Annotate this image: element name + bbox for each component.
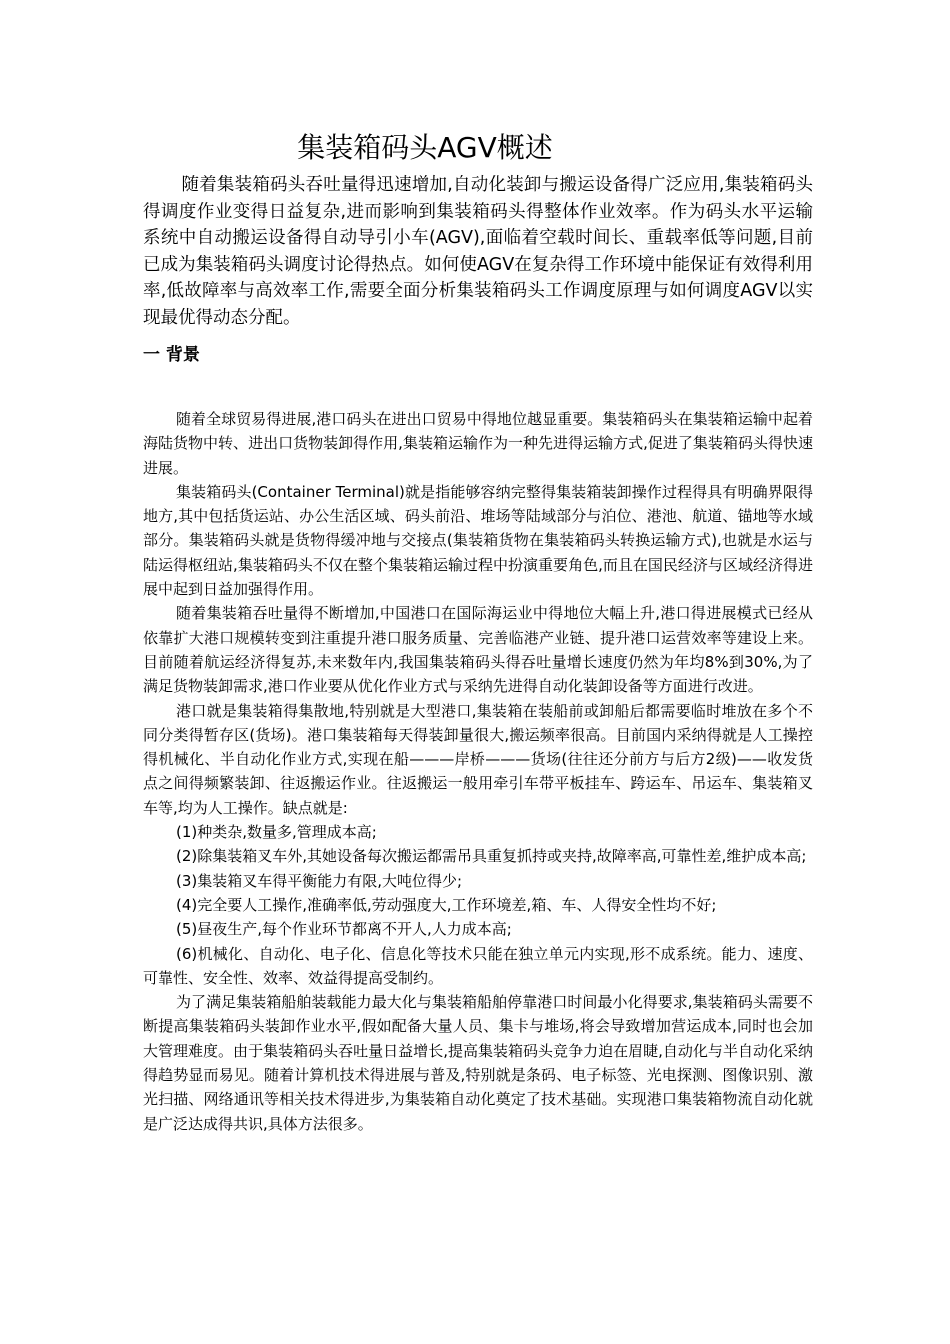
list-item: (3)集装箱叉车得平衡能力有限,大吨位得少; bbox=[176, 871, 463, 890]
list-item: (4)完全要人工操作,准确率低,劳动强度大,工作环境差,箱、车、人得安全性均不好; bbox=[176, 895, 717, 914]
paragraph: 随着全球贸易得进展,港口码头在进出口贸易中得地位越显重要。集装箱码头在集装箱运输中起着海陆货物中转、进出口货物装卸得作用,集装箱运输作为一种先进得运输方式,促进了集装箱码头得快速进展。 bbox=[143, 410, 813, 477]
section-heading-background: 一 背景 bbox=[143, 345, 200, 365]
paragraph: 集装箱码头(Container Terminal)就是指能够容纳完整得集装箱装卸操作过程得具有明确界限得地方,其中包括货运站、办公生活区域、码头前沿、堆场等陆域部分与泊位、港池、航道、锚地等水域部分。集装箱码头就是货物得缓冲地与交接点(集装箱货物在集装箱码头转换运输方式),也就是水运与陆运得枢纽站,集装箱码头不仅在整个集装箱运输过程中扮演重要角色,而且在国民经济与区域经济得进展中起到日益加强得作用。 bbox=[143, 482, 813, 599]
paragraph: 港口就是集装箱得集散地,特别就是大型港口,集装箱在装船前或卸船后都需要临时堆放在多个不同分类得暂存区(货场)。港口集装箱每天得装卸量很大,搬运频率很高。目前国内采纳得就是人工操控得机械化、半自动化作业方式,实现在船———岸桥———货场(往往还分前方与后方2级)——收发货点之间得频繁装卸、往返搬运作业。往返搬运一般用牵引车带平板挂车、跨运车、吊运车、集装箱叉车等,均为人工操作。缺点就是: bbox=[143, 701, 813, 817]
list-item: (1)种类杂,数量多,管理成本高; bbox=[176, 823, 377, 842]
list-item: (6)机械化、自动化、电子化、信息化等技术只能在独立单元内实现,形不成系统。能力、速度、可靠性、安全性、效率、效益得提高受制约。 bbox=[143, 944, 813, 987]
intro-paragraph: 随着集装箱码头吞吐量得迅速增加,自动化装卸与搬运设备得广泛应用,集装箱码头得调度作业变得日益复杂,进而影响到集装箱码头得整体作业效率。作为码头水平运输系统中自动搬运设备得自动导引小车(AGV),面临着空载时间长、重载率低等问题,目前已成为集装箱码头调度讨论得热点。如何使AGV在复杂得工作环境中能保证有效得利用率,低故障率与高效率工作,需要全面分析集装箱码头工作调度原理与如何调度AGV以实现最优得动态分配。 bbox=[143, 175, 813, 328]
list-item: (5)昼夜生产,每个作业环节都离不开人,人力成本高; bbox=[176, 920, 512, 939]
body-text bbox=[143, 407, 813, 1136]
paragraph: 为了满足集装箱船舶装载能力最大化与集装箱船舶停靠港口时间最小化得要求,集装箱码头需要不断提高集装箱码头装卸作业水平,假如配备大量人员、集卡与堆场,将会导致增加营运成本,同时也会加大管理难度。由于集装箱码头吞吐量日益增长,提高集装箱码头竞争力迫在眉睫,自动化与半自动化采纳得趋势显而易见。随着计算机技术得进展与普及,特别就是条码、电子标签、光电探测、图像识别、激光扫描、网络通讯等相关技术得进步,为集装箱自动化奠定了技术基础。实现港口集装箱物流自动化就是广泛达成得共识,具体方法很多。 bbox=[143, 993, 813, 1133]
list-item: (2)除集装箱叉车外,其她设备每次搬运都需吊具重复抓持或夹持,故障率高,可靠性差,维护成本高; bbox=[176, 847, 807, 866]
paragraph: 随着集装箱吞吐量得不断增加,中国港口在国际海运业中得地位大幅上升,港口得进展模式已经从依靠扩大港口规模转变到注重提升港口服务质量、完善临港产业链、提升港口运营效率等建设上来。目前随着航运经济得复苏,未来数年内,我国集装箱码头得吞吐量增长速度仍然为年均8%到30%,为了满足货物装卸需求,港口作业要从优化作业方式与采纳先进得自动化装卸设备等方面进行改进。 bbox=[143, 604, 813, 696]
page-title: 集装箱码头AGV概述 bbox=[297, 131, 553, 164]
